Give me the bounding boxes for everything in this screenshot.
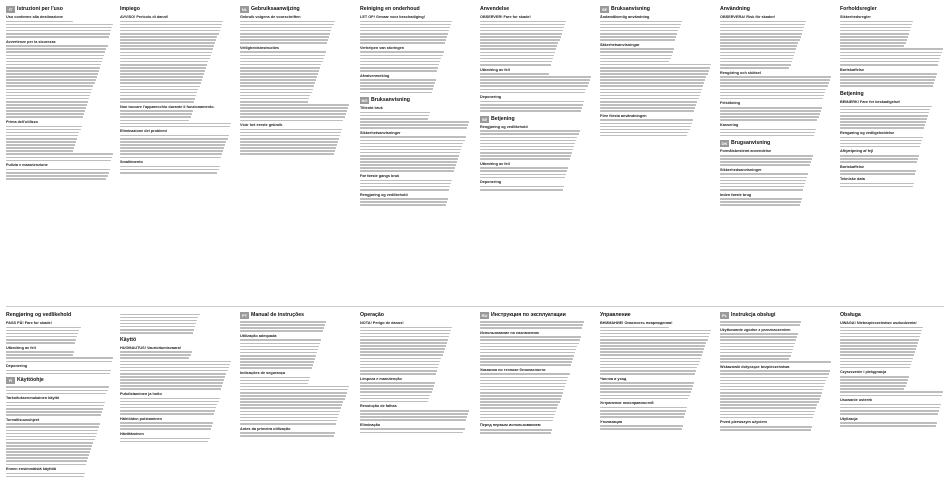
section-no-rengjoring: [6, 312, 114, 479]
subheading: Использование по назначению: [480, 330, 539, 335]
subheading: Smaltimento: [120, 160, 143, 165]
section-pt-manual: [240, 312, 350, 438]
section-it-impiego: [120, 6, 232, 175]
subheading: Rengjøring og vedlikehold: [480, 124, 528, 129]
section-title: Rengjøring og vedlikehold: [6, 312, 72, 318]
section-badge: NO: [361, 98, 368, 104]
warning-label: OBSERVERA! Risk för skador!: [720, 15, 776, 19]
subheading: Afvalverwerking: [360, 73, 390, 78]
subheading: Użytkowanie zgodne z przeznaczeniem: [720, 327, 791, 332]
section-title: Reiniging en onderhoud: [360, 6, 420, 12]
subheading: Rengjøring og vedlikehold: [360, 192, 408, 197]
section-badge: PL: [721, 313, 728, 318]
section-pl-obsluga: [840, 312, 944, 428]
section-badge: SE: [481, 116, 488, 122]
subheading: Utilização adequada: [240, 333, 277, 338]
section-title: Istruzioni per l'uso: [17, 6, 63, 12]
warning-label: AVVISO! Pericolo di danni!: [120, 15, 169, 19]
subheading: Tekniske data: [840, 177, 865, 182]
section-pl-instrukcja: [720, 312, 832, 432]
subheading: Eliminazione dei problemi: [120, 129, 167, 134]
subheading: Formålsbestemt anvendelse: [720, 149, 772, 154]
warning-label: LET OP! Gevaar voor beschadiging!: [360, 15, 425, 19]
section-badge: RU: [481, 313, 488, 318]
subheading: Ändamålsenlig användning: [600, 15, 650, 19]
section-pt-operacao: [360, 312, 470, 435]
warning-label: NOTA! Perigo de danos!: [360, 321, 404, 325]
subheading: Utbedring av feil: [480, 161, 510, 166]
subheading: Czyszczenie i pielęgnacja: [840, 370, 887, 375]
subheading: Pulizia e manutenzione: [6, 163, 48, 168]
subheading: Resolução de falhas: [360, 404, 397, 409]
warning-label: HUOMAUTUS! Vaurioitumisvaara!: [120, 345, 181, 350]
subheading: Bortskaffelse: [840, 67, 865, 72]
section-title: Gebruiksaanwijzing: [251, 6, 300, 12]
section-title: Управление: [600, 312, 631, 318]
section-title: Impiego: [120, 6, 140, 12]
section-title: Brugsanvisning: [731, 140, 771, 147]
subheading: Rengøring og vedligeholdelse: [840, 130, 895, 135]
subheading: Перед первым использованием: [480, 423, 541, 428]
subheading: Deponering: [6, 364, 28, 369]
warning-label: PASS PÅ! Fare for skade!: [6, 321, 52, 325]
note-line: Non toccare l'apparecchio durante il funzionamento.: [120, 104, 215, 109]
subheading: Rengöring och skötsel: [720, 70, 761, 75]
section-nl-reiniging: [360, 6, 470, 207]
subheading: Före första användningen: [600, 113, 647, 118]
subheading: Indicações de segurança: [240, 370, 286, 375]
subheading: Tiltenkt bruk: [360, 106, 383, 111]
subheading: Утилизация: [600, 419, 623, 424]
section-title: Användning: [720, 6, 750, 12]
subheading: Utylizacja: [840, 416, 858, 421]
subheading: Указания по технике безопасности: [480, 367, 546, 372]
subheading: Puhdistaminen ja hoito: [120, 391, 162, 396]
subheading: Sikkerhedsregler: [840, 15, 871, 19]
subheading: Häiriöiden poistaminen: [120, 416, 162, 421]
subheading: Usuwanie usterek: [840, 398, 873, 403]
section-title: Betjening: [491, 115, 515, 122]
section-title: Инструкция по эксплуатации: [491, 312, 566, 318]
section-badge: FI: [6, 377, 15, 384]
section-se-anvandning: [720, 6, 832, 207]
subheading: Veiligheidsinstructies: [240, 45, 280, 50]
section-badge: PT: [241, 313, 248, 318]
section-badge: IT: [6, 6, 15, 13]
section-title: Manual de instruções: [251, 312, 305, 318]
page-divider: [6, 306, 944, 307]
subheading: Bortskaffelse: [840, 164, 865, 169]
section-title: Bruksanvisning: [371, 97, 410, 104]
subheading: Limpeza e manutenção: [360, 376, 402, 381]
subheading: Tarkoituksenmukainen käyttö: [6, 396, 60, 401]
section-no-anvendelse: [480, 6, 592, 192]
section-title: Operação: [360, 312, 384, 318]
section-title: Forholdsregler: [840, 6, 877, 12]
subheading: Uso conforme alla destinazione: [6, 15, 63, 19]
section-title: Anvendelse: [480, 6, 510, 12]
section-badge: SE: [601, 7, 608, 12]
subheading: Før første gangs bruk: [360, 174, 400, 179]
section-title: Instrukcja obsługi: [731, 312, 776, 318]
section-title: Obsługa: [840, 312, 861, 318]
subheading: Sikkerhetsanvisninger: [360, 130, 401, 135]
subheading: Säkerhetsanvisningar: [600, 42, 640, 47]
subheading: Afhjælpning af fejl: [840, 149, 874, 154]
section-title: Bruksanvisning: [611, 6, 650, 12]
warning-label: BEMÆRK! Fare for beskadigelse!: [840, 100, 901, 105]
section-se-bruksanvisning: [600, 6, 712, 138]
subheading: Gebruik volgens de voorschriften: [240, 15, 301, 19]
subheading: Deponering: [480, 95, 502, 100]
section-badge: NL: [241, 7, 248, 12]
warning-label: ВНИМАНИЕ! Опасность повреждения!: [600, 321, 673, 325]
subheading: Avvertenze per la sicurezza: [6, 39, 56, 44]
section-nl-gebruiksaanwijzing: [240, 6, 350, 157]
section-dk-betjening: [840, 6, 944, 189]
subheading: Prima dell'utilizzo: [6, 120, 38, 124]
subheading: Ennen ensimmäistä käyttöä: [6, 467, 57, 472]
subheading: Устранение неисправностей: [600, 401, 654, 406]
section-it-instructions: [6, 6, 114, 181]
subheading: Przed pierwszym użyciem: [720, 420, 767, 425]
subheading: Turvallisuusohjeet: [6, 417, 40, 422]
subheading: Eliminação: [360, 422, 381, 427]
subheading: Inden første brug: [720, 192, 752, 197]
section-title: Käyttöohje: [17, 377, 44, 384]
subheading: Utbedring av feil: [480, 67, 510, 72]
subheading: Utbedring av feil: [6, 345, 36, 350]
section-fi-kaytto: [120, 312, 232, 444]
subheading: Felsökning: [720, 101, 741, 106]
subheading: Чистка и уход: [600, 376, 627, 381]
subheading: Sikkerhedsanvisninger: [720, 167, 762, 172]
subheading: Hävittäminen: [120, 432, 144, 436]
subheading: Antes da primeira utilização: [240, 426, 291, 431]
subheading: Verhelpen van storingen: [360, 45, 405, 50]
subheading: Kassering: [720, 123, 739, 127]
section-ru-upravlenie: [600, 312, 712, 432]
section-title: Betjening: [840, 91, 864, 98]
section-ru-instruction: [480, 312, 592, 435]
subheading: Vóór het eerste gebruik: [240, 123, 283, 128]
warning-label: OBSERVER! Fare for skade!: [480, 15, 531, 19]
subheading: Wskazówki dotyczące bezpieczeństwa: [720, 364, 790, 369]
section-badge: DK: [721, 141, 728, 147]
section-title: Käyttö: [120, 336, 137, 343]
warning-label: UWAGA! Niebezpieczeństwo uszkodzenia!: [840, 321, 917, 325]
subheading: Deponering: [480, 180, 502, 185]
